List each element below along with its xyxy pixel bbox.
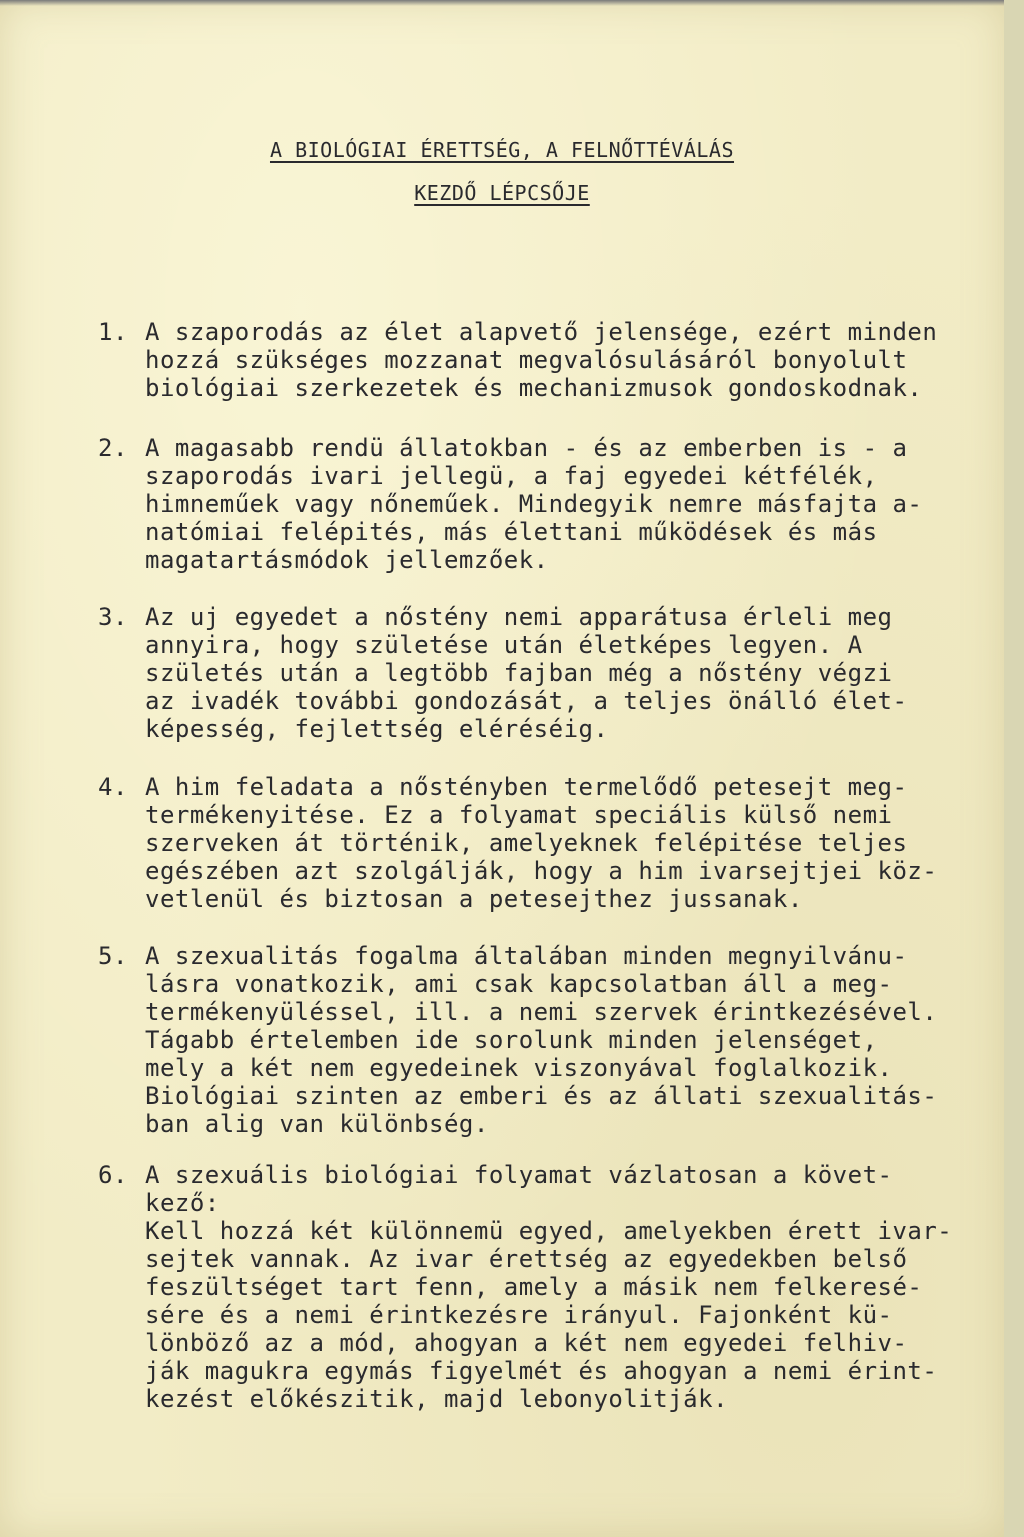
text-line: A him feladata a nőstényben termelődő petesejt meg-: [145, 773, 908, 801]
text-line: A szaporodás az élet alapvető jelensége, ezért minden: [145, 318, 938, 346]
paragraph-number: 3.: [98, 603, 128, 631]
text-line: biológiai szerkezetek és mechanizmusok gondoskodnak.: [145, 374, 923, 402]
text-line: annyira, hogy születése után életképes legyen. A: [145, 631, 863, 659]
paragraph-text: [145, 603, 907, 743]
text-line: Kell hozzá két különnemü egyed, amelyekben érett ivar-: [145, 1217, 953, 1245]
text-line: születés után a legtöbb fajban még a nőstény végzi: [145, 659, 893, 687]
text-line: termékenyüléssel, ill. a nemi szervek érintkezésével.: [145, 998, 938, 1026]
text-line: Az uj egyedet a nőstény nemi apparátusa érleli meg: [145, 603, 893, 631]
text-line: A magasabb rendü állatokban - és az emberben is - a: [145, 434, 908, 462]
paragraph-text: [145, 1161, 952, 1413]
paragraph-text: [145, 434, 922, 574]
paragraph-text: [145, 318, 937, 402]
paragraph-number: 1.: [98, 318, 128, 346]
paragraph-text: [145, 942, 937, 1138]
text-line: egészében azt szolgálják, hogy a him ivarsejtjei köz-: [145, 857, 938, 885]
text-line: kezést előkészitik, majd lebonyolitják.: [145, 1385, 729, 1413]
text-line: hozzá szükséges mozzanat megvalósulásáról bonyolult: [145, 346, 908, 374]
text-line: képesség, fejlettség eléréséig.: [145, 715, 609, 743]
text-line: sejtek vannak. Az ivar érettség az egyedekben belső: [145, 1245, 908, 1273]
text-line: ban alig van különbség.: [145, 1110, 489, 1138]
text-line: vetlenül és biztosan a petesejthez jussanak.: [145, 885, 803, 913]
text-line: az ivadék további gondozását, a teljes önálló élet-: [145, 687, 908, 715]
paragraph-text: [145, 773, 937, 913]
paragraph-number: 6.: [98, 1161, 128, 1189]
paragraph-number: 2.: [98, 434, 128, 462]
page-title-line-1: A BIOLÓGIAI ÉRETTSÉG, A FELNŐTTÉVÁLÁS: [269, 138, 735, 162]
text-line: himneműek vagy nőneműek. Mindegyik nemre másfajta a-: [145, 490, 923, 518]
text-line: ják magukra egymás figyelmét és ahogyan a nemi érint-: [145, 1357, 938, 1385]
text-line: sére és a nemi érintkezésre irányul. Fajonként kü-: [145, 1301, 893, 1329]
text-line: natómiai felépités, más élettani működések és más: [145, 518, 878, 546]
text-line: A szexualitás fogalma általában minden megnyilvánu-: [145, 942, 908, 970]
text-line: lásra vonatkozik, ami csak kapcsolatban áll a meg-: [145, 970, 893, 998]
text-line: A szexuális biológiai folyamat vázlatosan a követ-: [145, 1161, 893, 1189]
text-line: Biológiai szinten az emberi és az állati szexualitás-: [145, 1082, 938, 1110]
page-top-edge: [0, 0, 1004, 6]
text-line: lönböző az a mód, ahogyan a két nem egyedei felhiv-: [145, 1329, 908, 1357]
text-line: magatartásmódok jellemzőek.: [145, 546, 549, 574]
text-line: kező:: [145, 1189, 220, 1217]
text-line: szaporodás ivari jellegü, a faj egyedei kétfélék,: [145, 462, 878, 490]
text-line: Tágabb értelemben ide sorolunk minden jelenséget,: [145, 1026, 878, 1054]
page-title-line-2: KEZDŐ LÉPCSŐJE: [414, 181, 590, 205]
text-line: termékenyitése. Ez a folyamat speciális külső nemi: [145, 801, 893, 829]
text-line: mely a két nem egyedeinek viszonyával foglalkozik.: [145, 1054, 893, 1082]
paragraph-number: 5.: [98, 942, 128, 970]
text-line: szerveken át történik, amelyeknek felépitése teljes: [145, 829, 908, 857]
text-line: feszültséget tart fenn, amely a másik nem felkeresé-: [145, 1273, 923, 1301]
paragraph-number: 4.: [98, 773, 128, 801]
